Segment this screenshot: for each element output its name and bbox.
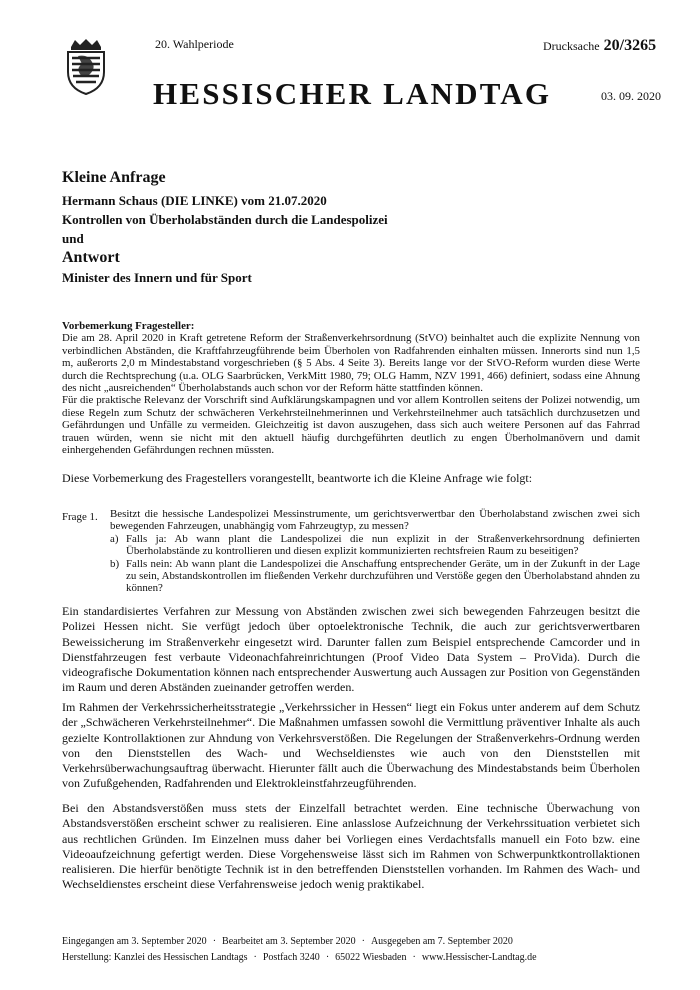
footer-postfach: Postfach 3240 — [262, 952, 320, 963]
drucksache-number: 20/3265 — [603, 37, 657, 54]
footer-ort: 65022 Wiesbaden — [335, 952, 407, 963]
author-line: Hermann Schaus (DIE LINKE) vom 21.07.2020 — [62, 193, 327, 208]
subject-line: Kontrollen von Überholabständen durch die Landespolizei — [62, 212, 388, 227]
document-date: 03. 09. 2020 — [601, 89, 661, 103]
intro-sentence: Diese Vorbemerkung des Fragestellers vorangestellt, beantworte ich die Kleine Anfrage wie folgt: — [62, 471, 533, 485]
footer-separator: · — [361, 936, 365, 947]
frage-text: Besitzt die hessische Landespolizei Messinstrumente, um gerichtsverwertbar den Überholabstand zwischen zwei sich bewegenden Fahrzeugen, unabhängig vom Fahrzeugtyp, zu messen? — [110, 508, 640, 533]
wahlperiode: 20. Wahlperiode — [155, 37, 234, 51]
antwort-heading: Antwort — [62, 249, 120, 266]
footer-imprint — [62, 952, 537, 963]
footer-dates — [62, 936, 513, 947]
frage-subquestion-a — [110, 533, 640, 558]
landtag-title: HESSISCHER LANDTAG — [153, 76, 552, 111]
subquestion-b-text: Falls nein: Ab wann plant die Landespolizei die Anschaffung entsprechender Geräte, um in der Zukunft in der Lage zu sein, Abstandskontrollen im fließenden Verkehr durchzuführen und Verstöße gegen den Überholabstand ahnden zu können? — [126, 557, 640, 595]
footer-separator: · — [325, 952, 330, 963]
subquestion-b-label: b) — [110, 557, 120, 570]
footer-separator: · — [412, 952, 416, 963]
drucksache-label: Drucksache — [543, 39, 600, 53]
answer-paragraph-3: Bei den Abstandsverstößen muss stets der Einzelfall betrachtet werden. Eine technische Überwachung von Abstandsverstößen erscheint schwer zu realisieren. Eine anlasslose Aufzeichnung der Verkehrssituation verbietet sich aus rechtlichen Gründen. Im Einzelnen muss daher bei Vorliegen eines Verdachtsfalls manuell ein Foto bzw. eine Videoaufzeichnung gefertigt werden. Diese Vorgehensweise lässt sich im Rahmen von Schwerpunktkontrollaktionen realisieren. Die hierfür benötigte Technik ist in den betreffenden Dienststellen vorhanden. Im Rahmen des Wach- und Wechseldienstes erscheint diese Verfahrensweise jedoch wenig praktikabel. — [62, 801, 640, 892]
hessen-crest-logo — [62, 38, 110, 96]
vorbemerkung — [62, 320, 640, 456]
footer-ausgegeben: Ausgegeben am 7. September 2020 — [370, 936, 513, 947]
footer-separator: · — [253, 952, 257, 963]
footer-website-link[interactable]: www.Hessischer-Landtag.de — [421, 952, 537, 963]
frage-subquestion-b — [110, 558, 640, 595]
minister-line: Minister des Innern und für Sport — [62, 270, 252, 285]
frage-1 — [110, 508, 640, 595]
und-line: und — [62, 231, 84, 246]
vorbemerkung-paragraph-1: Die am 28. April 2020 in Kraft getretene Reform der Straßenverkehrsordnung (StVO) beinhaltet auch die explizite Nennung von verbindlichen Abständen, die Kraftfahrzeugführende beim Überholen von Radfahrenden einhalten müssen. Innerorts sind nun 1,5 m, außerorts 2,0 m Mindestabstand vorgeschrieben (§ 5 Abs. 4 Seite 3). Bereits lange vor der StVO-Reform wurden diese Werte durch die Rechtsprechung (u.a. OLG Saarbrücken, VerkMitt 1980, 79; OLG Hamm, NZV 1991, 466) definiert, sodass eine Ahnung des nicht „ausreichenden“ Überholabstands auch schon vor der Reform hätte stattfinden können. — [62, 332, 640, 395]
footer-separator: · — [212, 936, 217, 947]
footer-bearbeitet: Bearbeitet am 3. September 2020 — [222, 936, 356, 947]
footer-eingegangen: Eingegangen am 3. September 2020 — [62, 936, 207, 947]
vorbemerkung-heading: Vorbemerkung Fragesteller: — [62, 320, 195, 332]
answer-paragraph-2: Im Rahmen der Verkehrssicherheitsstrategie „Verkehrssicher in Hessen“ liegt ein Fokus unter anderem auf dem Schutz der „Schwächeren Verkehrsteilnehmer“. Die Maßnahmen umfassen sowohl die Vermittlung präventiver Inhalte als auch gezielte Kontrollaktionen zur Ahndung von Verkehrsverstößen. Die Regelungen der Straßenverkehrs-Ordnung werden von den Dienststellen des Wach- und Wechseldienstes wie auch von den Dienststellen mit Verkehrsüberwachungsauftrag überwacht. Hierunter fällt auch die Überwachung des Mindestabstands beim Überholen von Zufußgehenden, Radfahrenden und Elektrokleinstfahrzeugführenden. — [62, 700, 640, 791]
subquestion-a-label: a) — [110, 532, 119, 545]
subquestion-a-text: Falls ja: Ab wann plant die Landespolizei die nun explizit in der Straßenverkehrsordnung definierten Überholabstände zu kontrollieren und diesen explizit kommunizierten rechtsfreien Raum zu beseitigen? — [126, 532, 640, 558]
kleine-anfrage-heading: Kleine Anfrage — [62, 169, 166, 186]
drucksache — [543, 37, 656, 55]
frage-label: Frage 1. — [62, 511, 98, 523]
vorbemerkung-paragraph-2: Für die praktische Relevanz der Vorschrift sind Aufklärungskampagnen und vor allem Kontrollen seitens der Polizei notwendig, um diese Regeln zum Schutz der schwächeren Verkehrsteilnehmerinnen und Verkehrsteilnehmer auch tatsächlich durchzusetzen und Gefährdungen und Unfälle zu vermeiden. Gleichzeitig ist davon auszugehen, dass sich auch weitere Personen auf das Fahrrad trauen würden, wenn sie nicht mit den aktuell häufig durchgeführten deutlich zu engen Überholmanövern und damit einhergehenden Gefährdungen rechnen müssten. — [62, 394, 640, 457]
footer-herstellung: Herstellung: Kanzlei des Hessischen Landtags — [62, 952, 248, 963]
answer-paragraph-1: Ein standardisiertes Verfahren zur Messung von Abständen zwischen zwei sich bewegenden Fahrzeugen besitzt die Polizei Hessen nicht. Sie verfügt jedoch über optoelektronische Technik, die auch zur gerichtsverwertbaren Beweissicherung im Straßenverkehr eingesetzt wird. Darunter fallen zum Beispiel entsprechende Camcorder und in Dienstfahrzeugen fest verbaute Videonachfahreinrichtungen (Proof Video Data System – ProVida). Durch die videografische Dokumentation können nach entsprechender Auswertung auch Aussagen zur Position von Gegenständen im Raum und deren Abständen zueinander getroffen werden. — [62, 604, 640, 695]
title-block — [62, 168, 662, 287]
